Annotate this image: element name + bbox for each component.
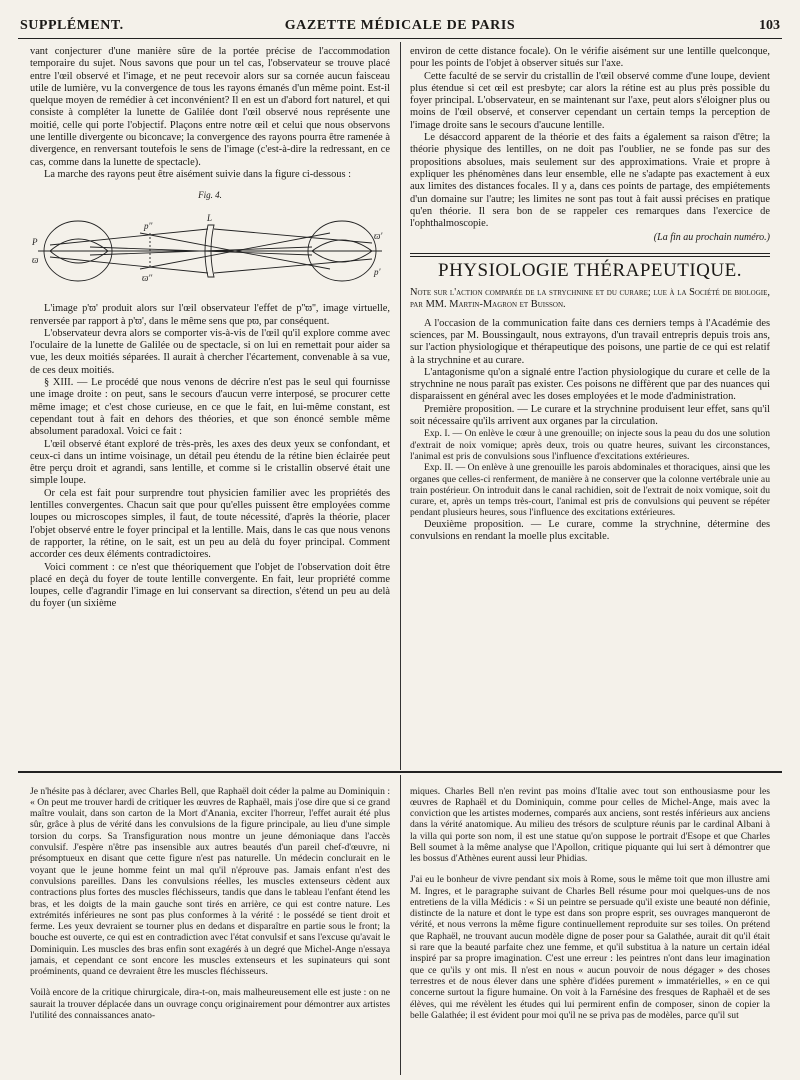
paragraph: vant conjecturer d'une manière sûre de la portée précise de l'accommodation temporaire du sujet. Nous savons que pour un tel cas, l'observateur se trouve placé entre l'œil observé et l'image, et ne peut recevoir alors sur sa cornée aucun faisceau utile de lumière, vu la convergence de tous les rayons émanés d'un même point. Est-il quelque moyen de remédier à cet inconvénient? Il en est un d'abord fort naturel, et qui consiste à compléter la lunette de Galilée dont l'œil observé nous représente une moitié, celle qui porte l'objectif. Plaçons entre notre œil et celui que nous observons une lentille divergente ou biconcave; la convergence des rayons pourra être ramenée à divergence, en renversant toutefois le sens de l'image (c'est-à-dire la redressant, en ce cas, comme dans la lunette de spectacle). [30, 46, 390, 168]
paragraph: Je n'hésite pas à déclarer, avec Charles Bell, que Raphaël doit céder la palme au Dominiquin : « On peut me trouver hardi de critiquer les œuvres de Raphaël, mais j'ose dire que si ce grand maître voulait, dans son carton de la Mort d'Anania, exciter l'horreur, l'effet aurait été plus sûr, grâce à plus de vérité dans les convulsions de la figure principale, au lieu d'une simple torsion du corps. Sa Transfiguration nous montre un jeune démoniaque dans l'accès convulsif. J'espère n'être pas insensible aux autres beautés d'un pareil chef-d'œuvre, ni présomptueux en disant que cette figure n'est pas naturelle. Un médecin conclurait en le voyant que le jeune homme feint un mal qu'il n'éprouve pas. Jamais enfant n'est des convulsions pareilles. Dans les convulsions réelles, les muscles extenseurs cèdent aux contractions plus fortes des muscles fléchisseurs, tandis que dans le tableau l'enfant étend les bras, et les doigts de la main gauche sont tirés en arrière, ce qui est contre nature. Les extrémités inférieures ne sont pas plus conformes à la vérité : le possédé se tient droit et ferme. Les yeux devraient se tourner plus en dedans et disparaître en partie sous le front; la bouche est ouverte, ce qui est en contradiction avec l'état convulsif et sans l'excuse qu'avait le Dominiquin. Les muscles des bras enfin sont exagérés à un degré que Michel-Ange n'essaya jamais, et cependant ce sont encore les muscles extenseurs et les supinateurs qui sont proéminents, quand ce devraient être les muscles fléchisseurs. [30, 785, 390, 978]
proposition: Deuxième proposition. — Le curare, comme la strychnine, détermine des convulsions en rendant la moelle plus excitable. [410, 518, 770, 542]
label-L: L [207, 213, 213, 224]
column-divider [400, 42, 401, 770]
column-divider [400, 775, 401, 1075]
experiment-2: Exp. II. — On enlève à une grenouille les parois abdominales et thoraciques, ainsi que les organes que celles-ci renferment, de manière à ne conserver que la colonne vertébrale unie au train postérieur. On introduit dans le canal rachidien, soit de l'extrait de noix vomique, soit du curare, et, après un temps très-court, l'animal est pris de convulsions qui peuvent se répéter pendant plusieurs heures, sous l'influence des excitations extérieures. [410, 462, 770, 519]
paragraph: Voici comment : ce n'est que théoriquement que l'objet de l'observation doit être placé en deçà du foyer de toute lentille convergente. En fait, leur propriété comme loupes, celle d'agrandir l'image en lui conservant sa direction, s'étend un peu au delà du foyer (un sixième [30, 561, 390, 610]
experiment-1: Exp. I. — On enlève le cœur à une grenouille; on injecte sous la peau du dos une solution d'extrait de noix vomique; après deux, trois ou quatre heures, suivant les circonstances, l'animal est pris de convulsions sous l'influence d'excitations extérieures. [410, 428, 770, 462]
label-w-right: ϖ' [374, 231, 383, 242]
paragraph: A l'occasion de la communication faite dans ces derniers temps à l'Académie des sciences, par M. Boussingault, nous extrayons, d'un travail entrepris depuis trois ans, sur l'action physiologique et thérapeutique des poisons, une partie de ce qui est relatif à la strychnine et au curare. [410, 317, 770, 366]
label-w-left: ϖ [32, 255, 39, 266]
paragraph: § XIII. — Le procédé que nous venons de décrire n'est pas le seul qui fournisse une image droite : on peut, sans le secours d'aucun verre interposé, se procurer cette même image; et c'est chose curieuse, en ce que le fait, en lui-même constant, est cependant tout à fait en dehors des théories, et que son énoncé semble même absolument paradoxal. Voici ce fait : [30, 377, 390, 438]
journal-title: GAZETTE MÉDICALE DE PARIS [284, 18, 516, 33]
page-number: 103 [759, 18, 780, 33]
figure-caption: Fig. 4. [198, 190, 222, 201]
supplement-label: SUPPLÉMENT. [20, 18, 124, 33]
paragraph: L'observateur devra alors se comporter vis-à-vis de l'œil qu'il explore comme avec l'oculaire de la lunette de Galilée ou de spectacle, si on lui en remettait pour aider sa vue, les deux moitiés séparées. Il aurait à chercher l'écartement, convenable à sa vue, de ces deux moitiés. [30, 327, 390, 376]
paragraph: environ de cette distance focale). On le vérifie aisément sur une lentille quelconque, pour les points de l'objet à observer situés sur l'axe. [410, 46, 770, 70]
section-title: PHYSIOLOGIE THÉRAPEUTIQUE. [438, 259, 742, 281]
paragraph: J'ai eu le bonheur de vivre pendant six mois à Rome, sous le même toit que mon illustre ami M. Ingres, et le paragraphe suivant de Charles Bell résume pour moi quelques-uns de nos entretiens de la villa Médicis : « Si un peintre se persuade qu'il existe une beauté non définie, distincte de la nature et dont le type est dans son propre esprit, ses ouvrages manqueront de vérité, et nous verrons la même figure continuellement reproduite sur ses toiles. On prétend que Raphaël, ne trouvant aucun modèle digne de poser pour sa Galathée, aurait dit qu'il était si rare que la beauté parfaite chez une femme, et qu'il substitua à la nature un certain idéal inspiré par sa propre imagination. C'est une erreur : les peintres n'ont dans leur imagination que ce qu'ils y ont mis. Il n'est en nous « aucun pouvoir de nous dégager » des choses terrestres et de nous élever dans une sphère d'idées purement » immatérielles, » en ce qui concerne surtout la figure humaine. On voit à la Farnésine des fresques de Raphaël et de ses élèves, qui me révèlent les études qui lui permirent enfin de composer, sinon de copier la belle Galathée; il est évident pour moi qu'il ne se priva pas de modèles, parce qu'il sut [410, 874, 770, 1021]
paragraph: L'antagonisme qu'on a signalé entre l'action physiologique du curare et celle de la strychnine ne nous paraît pas exister. Ces poisons ne diffèrent que par des nuances qui disparaissent en général avec les doses employées et le mode d'administration. [410, 366, 770, 403]
label-p2: p'' [144, 221, 153, 232]
paragraph: Or cela est fait pour surprendre tout physicien familier avec les propriétés des lentilles convergentes. Chacun sait que pour qu'elles puissent être employées comme loupes ou microscopes simples, il faut, de toute nécessité, d'après la théorie, placer l'objet observé entre le foyer principal et la lentille. Mais, dans le cas que nous venons de rapporter, la rétine, on le sait, est un peu au delà du foyer principal. Comment accorder ces deux éléments contradictoires. [30, 487, 390, 561]
feuilleton-right [410, 776, 770, 1076]
section-rule [18, 771, 782, 773]
paragraph: miques. Charles Bell n'en revint pas moins d'Italie avec tout son enthousiasme pour les œuvres de Raphaël et du Dominiquin, comme pour celles de Michel-Ange, mais avec la conviction que les artistes modernes, comparés aux anciens, sont restés inférieurs aux anciens dans la vérité anatomique. Au milieu des trésors de sculpture réunis par le cardinal Albani à la villa qui porte son nom, il est une statue qu'on suppose le portrait d'Esope et que Charles Bell soumet à la même analyse que l'Apollon, critique piquante qui lui sert à démontrer que les bossus d'Athènes eurent aussi leur Phidias. [410, 785, 770, 865]
right-column [410, 46, 770, 768]
paragraph: Le désaccord apparent de la théorie et des faits a également sa raison d'être; la théorie physique des lentilles, on ne doit pas l'oublier, ne se fonde pas sur des propositions absolues, mais seulement sur des approximations. Vraie et propre à expliquer les phénomènes dans leur ensemble, elle ne s'adapte pas exactement à eux aux limites des distances focales. Il y a, dans ces points de partage, des empiétements d'un domaine sur l'autre; les limites ne sont pas tout à fait aussi précises en pratique qu'en théorie. Il sera bon de se rappeler ces remarques dans l'exercice de l'ophthalmoscopie. [410, 132, 770, 230]
optics-diagram [30, 189, 390, 297]
paragraph: La marche des rayons peut être aisément suivie dans la figure ci-dessous : [44, 168, 351, 180]
section-separator [410, 253, 770, 257]
article-heading: Note sur l'action comparée de la strychnine et du curare; lue à la Société de biologie, par MM. Martin-Magron et Buisson. [410, 287, 770, 311]
feuilleton-left [30, 776, 390, 1076]
paragraph: L'image p'ϖ' produit alors sur l'œil observateur l'effet de p''ϖ'', image virtuelle, renversée par rapport à p'ϖ', dans le même sens que pϖ, par conséquent. [30, 303, 390, 327]
paragraph: Cette faculté de se servir du cristallin de l'œil observé comme d'une loupe, devient plus étendue si cet œil est presbyte; car alors la rétine est au plus près possible du foyer principal. L'observateur, en se maintenant sur l'axe, peut alors s'éloigner plus ou moins de l'œil observé, et conserver cependant un certain temps la perception de l'image droite sans le secours d'aucune lentille. [410, 70, 770, 131]
label-p-left: P [32, 237, 38, 248]
label-w2: ϖ'' [142, 273, 153, 284]
paragraph: L'œil observé étant exploré de très-près, les axes des deux yeux se confondant, et ceux-ci dans un intime voisinage, un détail peu étendu de la rétine bien éclairée peut être perçu droit et agrandi, sans lentille, et comme si le cristallin observé était une simple loupe. [30, 438, 390, 487]
paragraph: Voilà encore de la critique chirurgicale, dira-t-on, mais malheureusement elle est juste : on ne saurait la trouver déplacée dans un ouvrage conçu originairement pour démontrer aux artistes l'utilité des connaissances anato- [30, 987, 390, 1021]
proposition: Première proposition. — Le curare et la strychnine produisent leur effet, sans qu'il soit nécessaire qu'ils arrivent aux organes par la circulation. [410, 403, 770, 428]
left-column [30, 46, 390, 768]
continuation-note: (La fin au prochain numéro.) [653, 232, 770, 244]
figure-4 [30, 189, 390, 297]
label-p-right: p' [374, 267, 381, 278]
page-header [18, 14, 782, 39]
